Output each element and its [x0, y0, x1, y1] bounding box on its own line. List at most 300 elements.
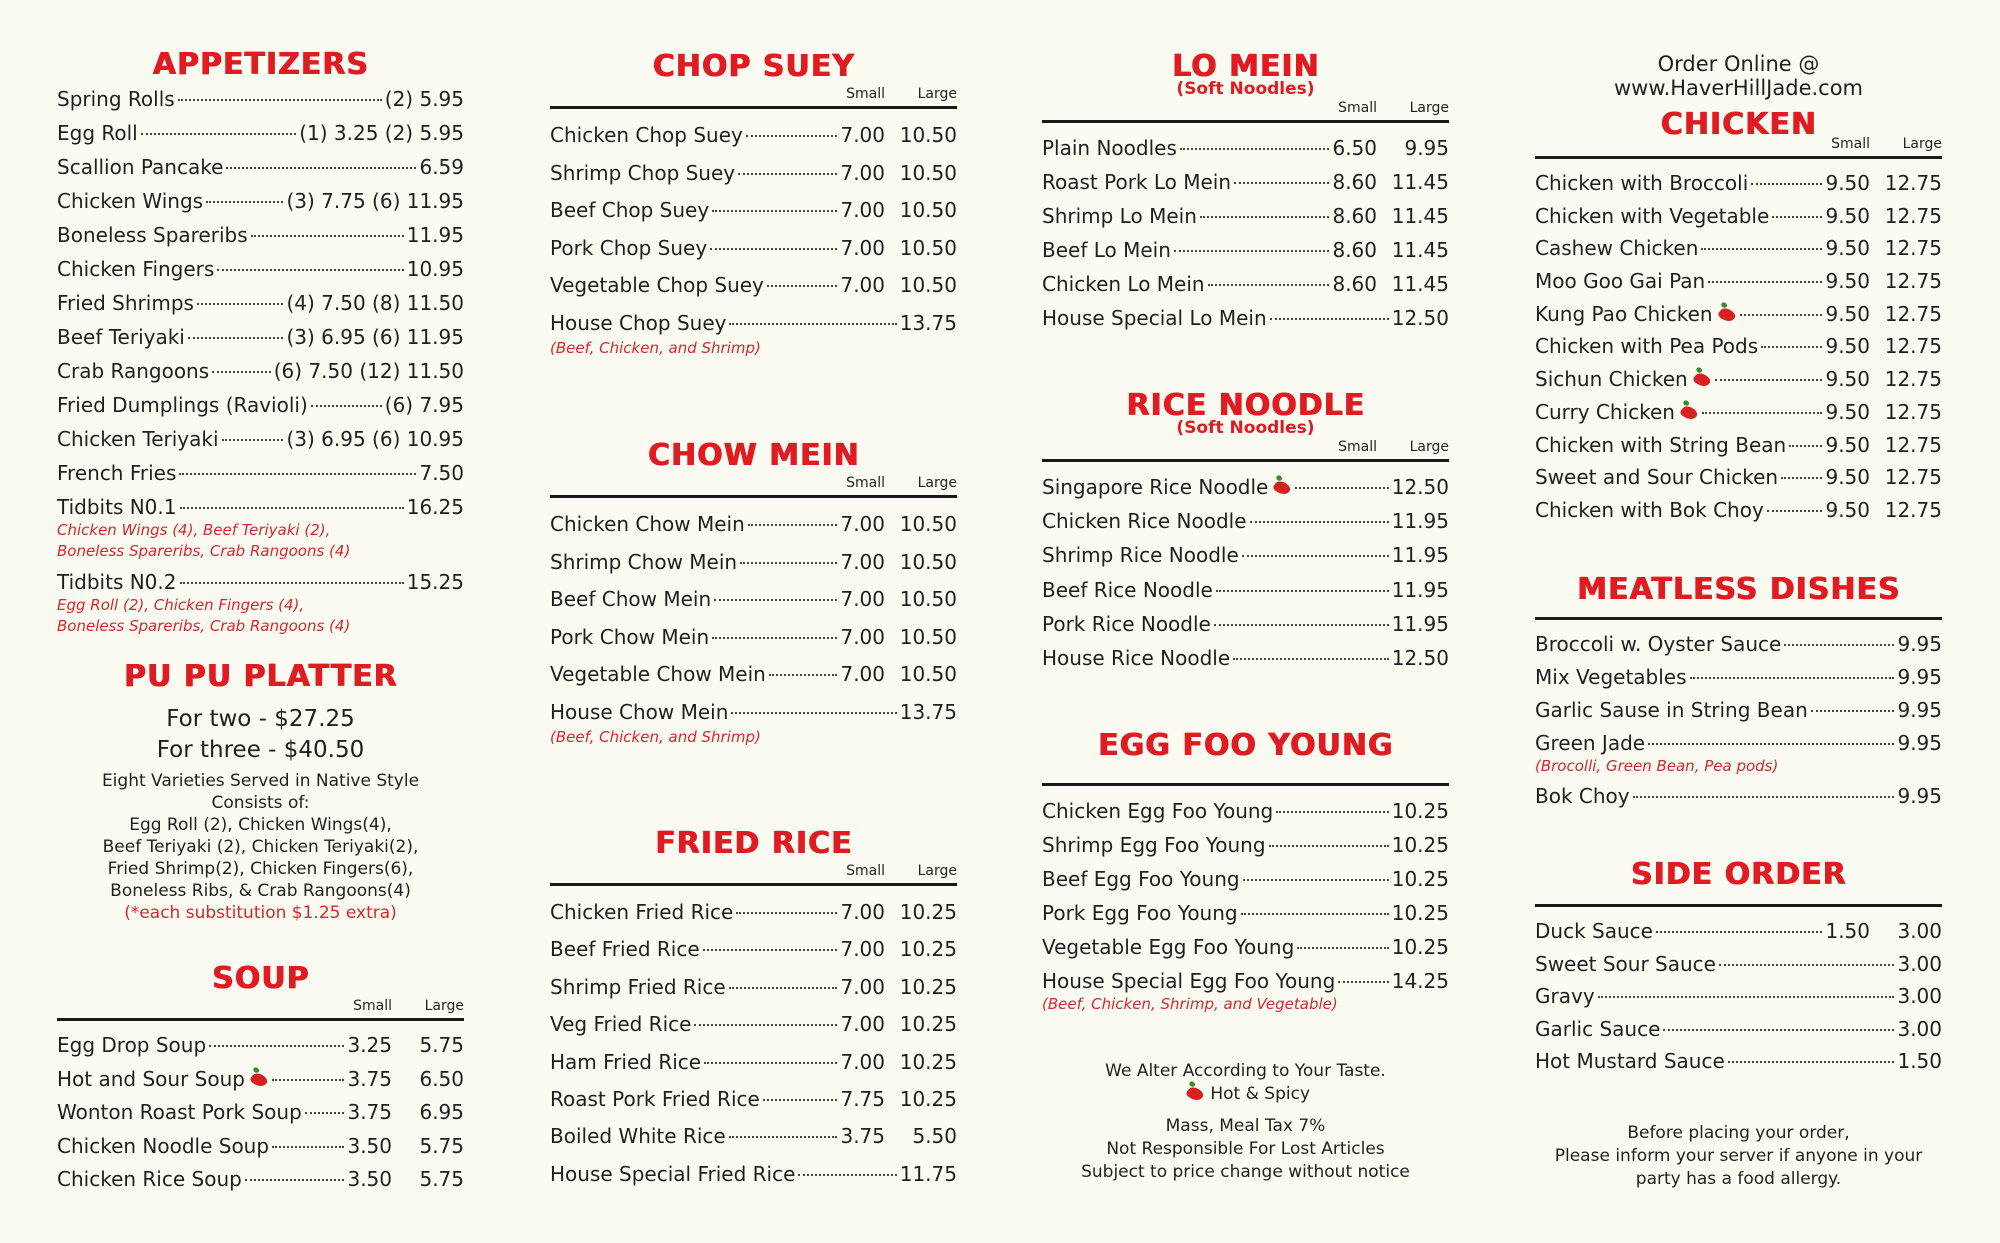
divider	[1042, 459, 1449, 462]
dot-leader	[712, 637, 837, 639]
item-price-large: 3.00	[1897, 919, 1942, 943]
item-price: (6) 7.95	[384, 393, 464, 417]
item-name: Scallion Pancake	[57, 155, 224, 179]
divider	[550, 106, 957, 109]
item-price-small: 9.50	[1825, 301, 1870, 326]
item-price: 11.75	[899, 1161, 957, 1186]
item-price-large: 12.75	[1884, 301, 1942, 326]
dot-leader	[272, 1079, 345, 1081]
item-price: 10.25	[1391, 867, 1449, 891]
menu-item-row	[57, 116, 464, 150]
dot-leader	[731, 712, 896, 714]
item-note	[550, 727, 957, 748]
item-price: 3.00	[1897, 1016, 1942, 1041]
menu-item-row	[1535, 915, 1942, 948]
item-name: Plain Noodles	[1042, 136, 1177, 160]
menu-item-row	[1535, 980, 1942, 1013]
item-price-large: 10.50	[899, 512, 957, 536]
item-name: Egg Drop Soup	[57, 1033, 207, 1057]
dot-leader	[798, 1174, 896, 1176]
rice-noodle-subtitle: (Soft Noodles)	[1176, 418, 1315, 438]
menu-item-row	[1535, 1045, 1942, 1078]
item-price-large: 10.25	[899, 1086, 957, 1111]
item-name: Shrimp Egg Foo Young	[1042, 833, 1266, 857]
item-note-line: (Beef, Chicken, and Shrimp)	[550, 339, 761, 357]
dot-leader	[251, 235, 404, 237]
item-price-large: 10.25	[899, 974, 957, 999]
lo-mein-list	[1042, 131, 1449, 335]
dot-leader	[704, 1062, 837, 1064]
item-price-small: 7.00	[840, 273, 885, 297]
dot-leader	[740, 562, 837, 564]
small-label: Small	[1831, 136, 1870, 152]
item-price: (3) 6.95 (6) 11.95	[286, 325, 464, 349]
item-name: Spring Rolls	[57, 87, 175, 111]
item-price-large: 6.95	[419, 1100, 464, 1124]
chili-pepper-icon	[1679, 403, 1699, 422]
menu-item-row	[57, 1096, 464, 1130]
item-name: Chicken with String Bean	[1535, 432, 1787, 457]
fried-rice-size-header	[550, 861, 957, 881]
item-name: Roast Pork Lo Mein	[1042, 170, 1232, 194]
menu-item-row	[550, 506, 957, 544]
item-price-small: 7.00	[840, 160, 885, 185]
item-name: Hot and Sour Soup	[57, 1066, 245, 1091]
dot-leader	[179, 473, 416, 475]
pupu-desc-line: Consists of:	[211, 793, 310, 813]
item-price: 10.25	[1391, 833, 1449, 857]
menu-item-row	[1042, 964, 1449, 998]
menu-item-row	[1042, 794, 1449, 828]
divider	[1042, 783, 1449, 786]
item-name: Tidbits N0.1	[57, 495, 177, 519]
item-name: Pork Rice Noodle	[1042, 611, 1211, 636]
item-name: Beef Rice Noodle	[1042, 577, 1213, 602]
dot-leader	[1295, 487, 1388, 489]
menu-item-row	[1042, 504, 1449, 538]
item-price-small: 9.50	[1825, 171, 1870, 195]
item-name: Chicken Fingers	[57, 257, 215, 281]
item-name: Beef Lo Mein	[1042, 238, 1171, 262]
menu-item-row	[550, 619, 957, 657]
dot-leader	[1811, 710, 1895, 712]
dot-leader	[206, 201, 283, 203]
item-name: Tidbits N0.2	[57, 570, 177, 594]
item-name: Chicken Teriyaki	[57, 427, 219, 451]
menu-item-row	[550, 1118, 957, 1155]
dot-leader	[226, 167, 416, 169]
dot-leader	[1174, 250, 1330, 252]
dot-leader	[305, 1112, 345, 1114]
menu-item-row	[57, 422, 464, 456]
divider	[1535, 617, 1942, 620]
order-online-text: Order Online @ www.HaverHillJade.com	[1613, 52, 1864, 100]
item-price: 9.95	[1897, 698, 1942, 722]
dot-leader	[1715, 379, 1823, 381]
item-price: (1) 3.25 (2) 5.95	[299, 121, 464, 145]
item-name: Garlic Sause in String Bean	[1535, 698, 1808, 722]
item-price: 9.95	[1897, 665, 1942, 689]
dot-leader	[694, 1024, 837, 1026]
item-price-large: 10.50	[899, 160, 957, 185]
large-label: Large	[1409, 100, 1449, 116]
item-price: 13.75	[899, 310, 957, 335]
item-name: Sweet Sour Sauce	[1535, 951, 1716, 976]
item-price-small: 7.00	[840, 900, 885, 924]
menu-item-row	[1042, 165, 1449, 199]
pupu-desc-line: Boneless Ribs, & Crab Rangoons(4)	[110, 881, 411, 901]
small-label: Small	[846, 863, 885, 879]
dot-leader	[729, 987, 838, 989]
pupu-description	[57, 770, 464, 902]
dot-leader	[1598, 996, 1895, 998]
menu-item-row	[550, 931, 957, 968]
item-price: (4) 7.50 (8) 11.50	[286, 291, 464, 315]
item-price: 11.95	[1391, 509, 1449, 534]
dot-leader	[188, 337, 284, 339]
chicken-title: CHICKEN	[1660, 107, 1817, 142]
dot-leader	[209, 1045, 344, 1047]
dot-leader	[1702, 412, 1822, 414]
item-price-small: 3.75	[347, 1066, 392, 1091]
dot-leader	[1772, 216, 1822, 218]
dot-leader	[1243, 879, 1389, 881]
menu-item-row	[57, 184, 464, 218]
item-name: Wonton Roast Pork Soup	[57, 1100, 302, 1124]
dot-leader	[245, 1179, 345, 1181]
dot-leader	[222, 439, 284, 441]
menu-item-row	[57, 354, 464, 388]
menu-item-row	[57, 1063, 464, 1097]
divider	[1042, 120, 1449, 123]
item-name: Chicken Chop Suey	[550, 123, 743, 147]
item-price-large: 12.75	[1884, 497, 1942, 522]
item-name: Roast Pork Fried Rice	[550, 1086, 760, 1111]
dot-leader	[311, 405, 382, 407]
menu-item-row	[1042, 131, 1449, 165]
menu-item-row	[1535, 780, 1942, 813]
item-price-large: 10.50	[899, 549, 957, 574]
item-price-small: 7.00	[840, 662, 885, 686]
item-price: (3) 6.95 (6) 10.95	[286, 427, 464, 451]
item-price-large: 12.75	[1884, 399, 1942, 424]
item-price-large: 10.25	[899, 900, 957, 924]
item-name: Veg Fried Rice	[550, 1012, 692, 1037]
item-price: 9.95	[1897, 784, 1942, 808]
item-note	[550, 338, 957, 359]
dot-leader	[178, 99, 382, 101]
pupu-price-two: For two - $27.25	[166, 706, 355, 732]
dot-leader	[746, 135, 838, 137]
divider	[550, 495, 957, 498]
item-name: Shrimp Fried Rice	[550, 974, 726, 999]
large-label: Large	[917, 475, 957, 491]
menu-item-row	[550, 192, 957, 230]
item-price-small: 8.60	[1332, 272, 1377, 296]
menu-item-row	[57, 388, 464, 422]
item-name: Mix Vegetables	[1535, 665, 1687, 689]
item-name: Ham Fried Rice	[550, 1049, 702, 1074]
menu-item-row	[1042, 233, 1449, 267]
item-name: Chicken Noodle Soup	[57, 1133, 270, 1158]
chow-mein-title: CHOW MEIN	[647, 438, 860, 473]
item-price-large: 5.75	[419, 1033, 464, 1057]
item-name: Beef Chop Suey	[550, 198, 710, 222]
item-price-small: 7.00	[840, 549, 885, 574]
item-price-small: 3.50	[347, 1167, 392, 1191]
meatless-section	[1535, 573, 1942, 813]
item-price-large: 10.50	[899, 123, 957, 147]
divider	[1535, 904, 1942, 907]
pupu-desc-line: Beef Teriyaki (2), Chicken Teriyaki(2),	[102, 837, 419, 857]
divider	[550, 883, 957, 886]
item-price-large: 10.50	[899, 587, 957, 611]
soup-list	[57, 1029, 464, 1197]
menu-item-row	[57, 565, 464, 599]
pupu-desc-line: Fried Shrimp(2), Chicken Fingers(6),	[107, 859, 414, 879]
item-name: Crab Rangoons	[57, 359, 210, 383]
item-price-large: 11.45	[1391, 238, 1449, 262]
dot-leader	[212, 371, 271, 373]
large-label: Large	[1902, 136, 1942, 152]
appetizers-list	[57, 82, 464, 637]
dot-leader	[1276, 811, 1388, 813]
item-name: Beef Chow Mein	[550, 587, 712, 611]
dot-leader	[1690, 677, 1895, 679]
item-price-large: 12.75	[1884, 269, 1942, 294]
chop-suey-title: CHOP SUEY	[652, 49, 855, 84]
dot-leader	[197, 303, 284, 305]
item-name: Boneless Spareribs	[57, 223, 248, 247]
side-order-section	[1535, 858, 1942, 1078]
item-price-small: 7.00	[840, 624, 885, 649]
item-name: Shrimp Rice Noodle	[1042, 543, 1239, 568]
soup-title: SOUP	[211, 961, 310, 996]
dot-leader	[1242, 555, 1389, 557]
menu-item-row	[550, 694, 957, 732]
item-name: Pork Egg Foo Young	[1042, 901, 1238, 925]
fried-rice-section	[550, 827, 957, 1193]
fried-rice-list	[550, 894, 957, 1193]
item-price: 3.00	[1897, 951, 1942, 976]
dot-leader	[1633, 796, 1895, 798]
menu-item-row	[550, 1081, 957, 1118]
menu-item-row	[57, 456, 464, 490]
chop-suey-list	[550, 117, 957, 359]
menu-item-row	[550, 305, 957, 343]
item-price-large: 5.75	[419, 1133, 464, 1158]
dot-leader	[748, 524, 838, 526]
item-name: Chicken Chow Mein	[550, 512, 745, 536]
menu-item-row	[550, 267, 957, 305]
large-label: Large	[1409, 439, 1449, 455]
menu-item-row	[1535, 330, 1942, 363]
dot-leader	[1761, 346, 1822, 348]
dot-leader	[1214, 624, 1389, 626]
item-price: 13.75	[899, 699, 957, 724]
item-price: 12.50	[1391, 475, 1449, 499]
item-price-large: 10.50	[899, 273, 957, 297]
chop-suey-section	[550, 50, 957, 362]
item-name: Fried Dumplings (Ravioli)	[57, 393, 308, 417]
dot-leader	[1234, 182, 1329, 184]
tax-text: Mass, Meal Tax 7%	[1165, 1116, 1326, 1136]
item-price: 14.25	[1391, 969, 1449, 993]
menu-item-row	[1042, 470, 1449, 504]
small-label: Small	[353, 998, 392, 1014]
divider	[1535, 156, 1942, 159]
appetizers-title: APPETIZERS	[152, 47, 369, 82]
menu-item-row	[1535, 494, 1942, 527]
item-price: 12.50	[1391, 306, 1449, 330]
dot-leader	[712, 210, 837, 212]
item-name: Sichun Chicken	[1535, 367, 1688, 392]
chicken-section	[1535, 108, 1942, 527]
item-name: Sweet and Sour Chicken	[1535, 465, 1779, 490]
item-name: House Special Lo Mein	[1042, 306, 1267, 330]
item-price: 10.95	[406, 257, 464, 281]
item-price-small: 8.60	[1332, 238, 1377, 262]
dot-leader	[180, 507, 404, 509]
item-price-small: 9.50	[1825, 269, 1870, 294]
price-change-text: Subject to price change without notice	[1081, 1162, 1410, 1182]
item-price-small: 8.60	[1332, 204, 1377, 228]
item-price-large: 11.45	[1391, 272, 1449, 296]
pupu-desc-line: Eight Varieties Served in Native Style	[101, 771, 420, 791]
item-price: (6) 7.50 (12) 11.50	[273, 359, 464, 383]
item-price-large: 12.75	[1884, 203, 1942, 228]
item-note	[1535, 756, 1942, 777]
item-name: Hot Mustard Sauce	[1535, 1049, 1725, 1074]
item-price-large: 10.50	[899, 662, 957, 686]
chili-pepper-icon	[1692, 371, 1712, 390]
item-name: Chicken Egg Foo Young	[1042, 799, 1274, 823]
item-price-large: 10.25	[899, 937, 957, 962]
item-price-small: 9.50	[1825, 399, 1870, 424]
item-price-small: 3.25	[347, 1033, 392, 1057]
lo-mein-section	[1042, 50, 1449, 335]
item-price-large: 10.50	[899, 198, 957, 222]
menu-item-row	[1535, 298, 1942, 331]
item-price-small: 9.50	[1825, 236, 1870, 261]
item-price-large: 12.75	[1884, 236, 1942, 261]
allergy-line: party has a food allergy.	[1635, 1169, 1842, 1189]
menu-item-row	[1535, 167, 1942, 200]
item-price-small: 9.50	[1825, 334, 1870, 359]
item-name: Pork Chop Suey	[550, 235, 708, 260]
chow-mein-section	[550, 439, 957, 751]
menu-item-row	[57, 1029, 464, 1063]
item-price-small: 3.75	[347, 1100, 392, 1124]
chop-suey-size-header	[550, 84, 957, 104]
dot-leader	[738, 173, 837, 175]
side-order-title: SIDE ORDER	[1630, 857, 1847, 892]
dot-leader	[1270, 318, 1389, 320]
lo-mein-size-header	[1042, 98, 1449, 118]
menu-item-row	[1535, 461, 1942, 494]
dot-leader	[1789, 445, 1822, 447]
item-price-small: 9.50	[1825, 497, 1870, 522]
item-price-small: 7.00	[840, 937, 885, 962]
item-note-line: Boneless Spareribs, Crab Rangoons (4)	[57, 617, 351, 635]
item-note	[1042, 994, 1449, 1015]
item-price-small: 7.00	[840, 123, 885, 147]
item-name: House Rice Noodle	[1042, 645, 1231, 670]
dot-leader	[703, 949, 838, 951]
dot-leader	[1208, 284, 1330, 286]
item-price: 11.95	[1391, 611, 1449, 636]
menu-item-row	[1535, 429, 1942, 462]
dot-leader	[272, 1146, 344, 1148]
menu-item-row	[1535, 265, 1942, 298]
dot-leader	[180, 582, 404, 584]
item-name: Kung Pao Chicken	[1535, 301, 1713, 326]
item-price-small: 7.00	[840, 587, 885, 611]
dot-leader	[141, 133, 296, 135]
pupu-section	[57, 660, 464, 924]
lo-mein-title: LO MEIN	[1171, 49, 1320, 84]
fried-rice-title: FRIED RICE	[654, 826, 853, 861]
item-note	[57, 595, 464, 637]
rice-noodle-list	[1042, 470, 1449, 675]
pupu-substitution-note: (*each substitution $1.25 extra)	[124, 903, 397, 923]
dot-leader	[1269, 845, 1389, 847]
item-name: Cashew Chicken	[1535, 236, 1699, 261]
item-name: House Chop Suey	[550, 310, 727, 335]
item-name: Egg Roll	[57, 121, 138, 145]
menu-item-row	[550, 656, 957, 694]
dot-leader	[714, 599, 837, 601]
menu-item-row	[1042, 607, 1449, 641]
item-note-line: Chicken Wings (4), Beef Teriyaki (2),	[57, 521, 331, 539]
menu-item-row	[1042, 862, 1449, 896]
large-label: Large	[424, 998, 464, 1014]
allergy-notice	[1535, 1122, 1942, 1191]
chili-pepper-icon	[249, 1070, 269, 1089]
dot-leader	[710, 248, 837, 250]
menu-item-row	[1535, 628, 1942, 661]
dot-leader	[1740, 314, 1823, 316]
item-name: Shrimp Chow Mein	[550, 549, 738, 574]
item-price-large: 10.25	[899, 1049, 957, 1074]
rice-noodle-section	[1042, 389, 1449, 675]
dot-leader	[1781, 477, 1822, 479]
item-note	[57, 520, 464, 562]
dot-leader	[217, 269, 403, 271]
dot-leader	[736, 912, 837, 914]
item-price-small: 9.50	[1825, 203, 1870, 228]
item-name: Beef Fried Rice	[550, 937, 700, 962]
item-name: Chicken with Vegetable	[1535, 203, 1770, 228]
item-name: House Special Fried Rice	[550, 1161, 796, 1186]
dot-leader	[767, 285, 838, 287]
dot-leader	[1767, 510, 1823, 512]
item-name: French Fries	[57, 461, 177, 485]
item-price: 16.25	[406, 495, 464, 519]
spicy-legend-label: Hot & Spicy	[1210, 1084, 1311, 1104]
menu-item-row	[550, 155, 957, 193]
menu-item-row	[1042, 199, 1449, 233]
dot-leader	[729, 1136, 838, 1138]
meatless-list	[1535, 628, 1942, 813]
item-name: Moo Goo Gai Pan	[1535, 269, 1706, 294]
menu-item-row	[550, 581, 957, 619]
menu-item-row	[57, 252, 464, 286]
item-name: Chicken Fried Rice	[550, 900, 734, 924]
item-note-line: (Brocolli, Green Bean, Pea pods)	[1535, 757, 1779, 775]
menu-item-row	[1535, 1013, 1942, 1046]
item-name: Chicken Lo Mein	[1042, 272, 1205, 296]
